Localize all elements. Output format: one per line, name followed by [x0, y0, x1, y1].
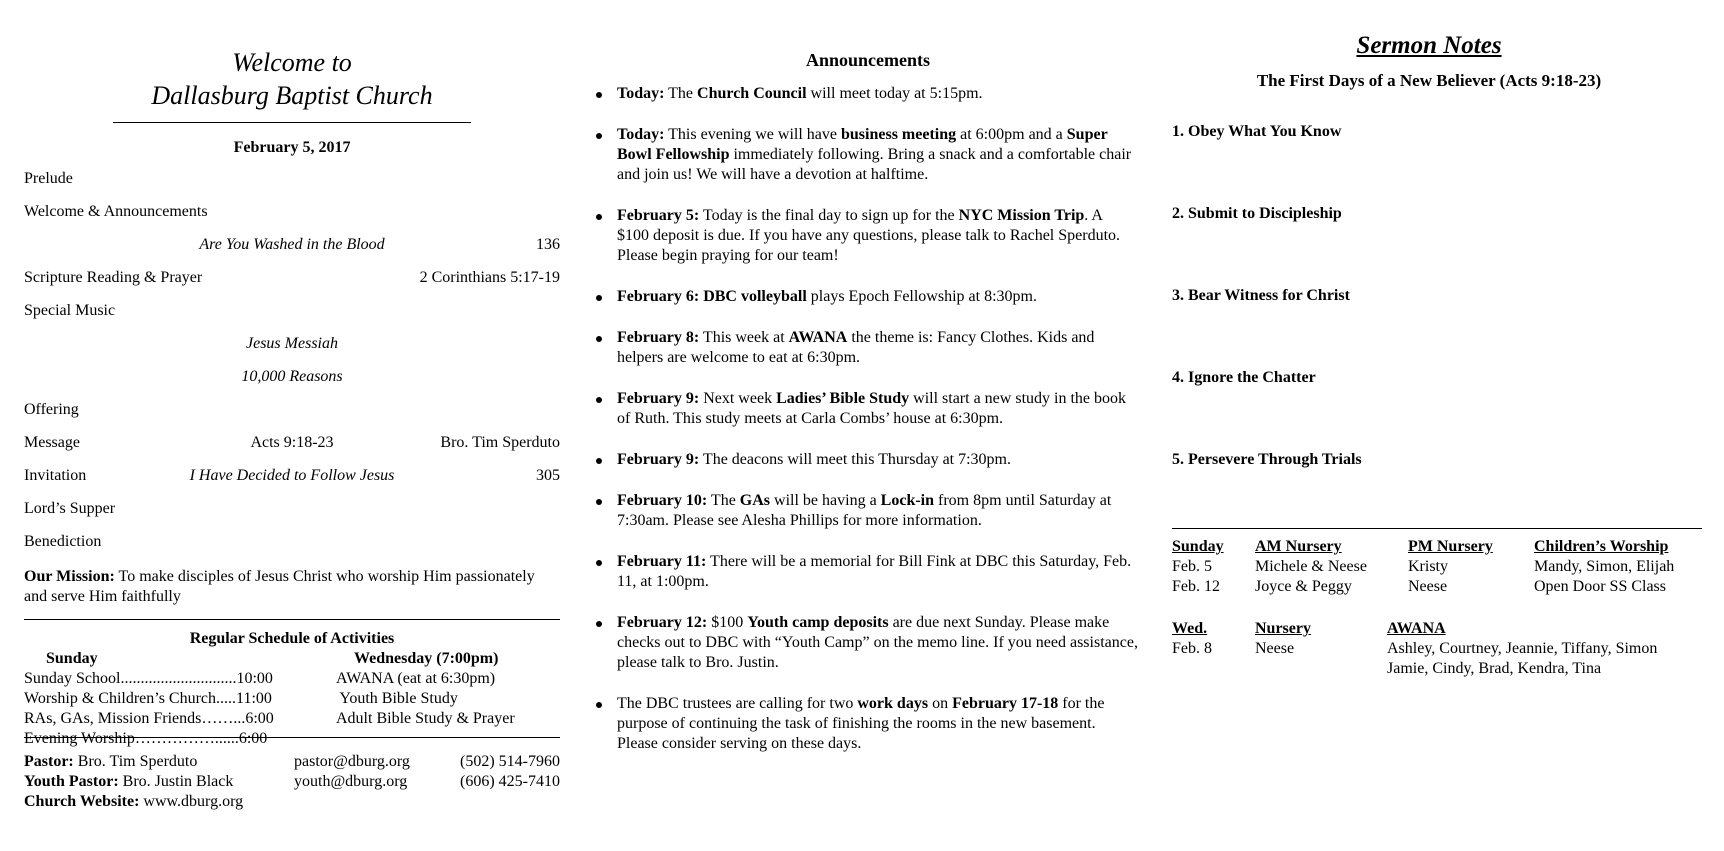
nursery-sunday-date-col [1172, 537, 1224, 597]
nursery-cell: Jamie, Cindy, Brad, Kendra, Tina [1387, 660, 1602, 677]
order-item [24, 263, 560, 296]
nursery-cell: Neese [1255, 640, 1295, 657]
mission-text: To make disciples of Jesus Christ who worship Him passionately and serve Him faithfully [24, 568, 535, 605]
bullet-icon [596, 295, 602, 301]
announcement-text: Lock-in [880, 492, 935, 509]
bullet-icon [596, 621, 602, 627]
schedule-item: Youth Bible Study [336, 690, 458, 707]
order-item-center: Jesus Messiah [246, 335, 338, 352]
sunday-header: Sunday [46, 650, 98, 667]
nursery-cell: Neese [1408, 578, 1448, 595]
nursery-wed-nursery-col [1255, 619, 1311, 659]
announcement-text: business meeting [841, 126, 957, 143]
announcement-item [590, 389, 1138, 429]
bullet-icon [596, 397, 602, 403]
order-of-worship [24, 164, 560, 560]
announcement-text: February 9: [617, 390, 700, 407]
announcement-text: Youth camp deposits [747, 614, 889, 631]
announcement-text: February 10: [617, 492, 708, 509]
divider [1172, 528, 1702, 529]
bullet-icon [596, 133, 602, 139]
order-item [24, 362, 560, 395]
nursery-header: Wed. [1172, 620, 1208, 637]
youth-pastor-label: Youth Pastor: [24, 773, 119, 790]
order-item-right: Bro. Tim Sperduto [440, 434, 560, 451]
divider [24, 619, 560, 620]
order-item [24, 164, 560, 197]
nursery-cell: Ashley, Courtney, Jeannie, Tiffany, Simon [1387, 640, 1658, 657]
announcement-text: The [664, 85, 698, 102]
announcement-text: This evening we will have [664, 126, 841, 143]
announcement-item [590, 552, 1138, 592]
announcement-item [590, 287, 1138, 307]
youth-pastor-email[interactable]: youth@dburg.org [294, 773, 408, 790]
announcement-text: The [707, 492, 740, 509]
bullet-icon [596, 214, 602, 220]
announcements-list [590, 84, 1138, 754]
bullet-icon [596, 702, 602, 708]
wednesday-header: Wednesday (7:00pm) [354, 650, 499, 667]
pastor-email[interactable]: pastor@dburg.org [294, 753, 410, 770]
order-item-right: 2 Corinthians 5:17-19 [419, 269, 560, 286]
contact-info [24, 752, 560, 812]
announcement-text: There will be a memorial for Bill Fink at DBC this Saturday, Feb. 11, at 1:00pm. [617, 553, 1132, 590]
nursery-header: PM Nursery [1408, 538, 1493, 555]
announcement-text: $100 [707, 614, 748, 631]
church-name: Dallasburg Baptist Church [151, 81, 433, 110]
order-item [24, 494, 560, 527]
sermon-point: 3. Bear Witness for Christ [1172, 287, 1350, 304]
pastor-name: Bro. Tim Sperduto [73, 753, 198, 770]
nursery-cell: Open Door SS Class [1534, 578, 1667, 595]
announcement-text: Next week [699, 390, 777, 407]
announcements-title: Announcements [805, 50, 930, 70]
sermon-points [1172, 122, 1702, 532]
order-item-left: Lord’s Supper [24, 500, 116, 517]
nursery-cell: Michele & Neese [1255, 558, 1367, 575]
order-item-left: Prelude [24, 170, 73, 187]
announcement-text: Super Bowl Fellowship [617, 126, 1108, 163]
nursery-pm-col [1408, 537, 1493, 597]
order-item-left: Welcome & Announcements [24, 203, 208, 220]
order-item-right: 305 [536, 467, 560, 484]
announcement-text: will start a new study in the book of Ruth. This study meets at Carla Combs’ house at 6:30pm. [617, 390, 1126, 427]
announcement-text: will be having a [770, 492, 881, 509]
order-item [24, 296, 560, 329]
nursery-cell: Feb. 5 [1172, 558, 1212, 575]
order-item-right: 136 [536, 236, 560, 253]
announcement-text: from 8pm until Saturday at 7:30am. Please see Alesha Phillips for more information. [617, 492, 1112, 529]
youth-pastor-name: Bro. Justin Black [118, 773, 234, 790]
contact-phones [460, 752, 560, 792]
announcement-text: February 9: [617, 451, 700, 468]
schedule-item: Worship & Children’s Church.....11:00 [24, 690, 272, 707]
order-item-center: Acts 9:18-23 [250, 434, 334, 451]
announcement-text: Today is the final day to sign up for the [699, 207, 959, 224]
order-item [24, 527, 560, 560]
order-item-left: Special Music [24, 302, 116, 319]
nursery-cell: Feb. 8 [1172, 640, 1212, 657]
announcement-text: The DBC trustees are calling for two [617, 695, 858, 712]
nursery-cell: Feb. 12 [1172, 578, 1220, 595]
announcement-item [590, 125, 1138, 185]
bulletin-date: February 5, 2017 [233, 139, 351, 156]
announcement-text: work days [857, 695, 929, 712]
nursery-cell: Kristy [1408, 558, 1448, 575]
announcement-text: Church Council [697, 85, 807, 102]
nursery-header: Children’s Worship [1534, 538, 1669, 555]
nursery-header: AM Nursery [1255, 538, 1342, 555]
announcement-text: on [928, 695, 953, 712]
youth-pastor-phone: (606) 425-7410 [460, 773, 560, 790]
announcement-text: February 17-18 [952, 695, 1059, 712]
announcement-text: at 6:00pm and a [956, 126, 1067, 143]
nursery-wed-date-col [1172, 619, 1212, 659]
announcement-text: . A $100 deposit is due. If you have any questions, please talk to Rachel Sperduto. Please begin praying for our team! [617, 207, 1121, 264]
order-item-left: Invitation [24, 467, 87, 484]
announcement-text: plays Epoch Fellowship at 8:30pm. [806, 288, 1037, 305]
schedule-of-activities [24, 649, 560, 747]
nursery-schedule [1172, 537, 1702, 687]
announcement-text: February 6: DBC volleyball [617, 288, 807, 305]
announcement-item [590, 694, 1138, 754]
announcement-text: Today: [617, 126, 665, 143]
announcement-text: the theme is: Fancy Clothes. Kids and helpers are welcome to eat at 6:30pm. [617, 329, 1095, 366]
order-item [24, 461, 560, 494]
schedule-title: Regular Schedule of Activities [189, 630, 395, 647]
nursery-header: AWANA [1387, 620, 1446, 637]
order-item [24, 329, 560, 362]
bullet-icon [596, 92, 602, 98]
announcement-text: February 12: [617, 614, 708, 631]
sermon-notes-column [1172, 30, 1702, 687]
mission-label: Our Mission: [24, 568, 115, 585]
divider [113, 122, 471, 123]
schedule-item: Evening Worship……………......6:00 [24, 730, 268, 747]
sermon-point: 5. Persevere Through Trials [1172, 451, 1362, 468]
nursery-wed-awana-col [1387, 619, 1657, 679]
order-item-center: Are You Washed in the Blood [199, 236, 385, 253]
announcement-text: This week at [699, 329, 789, 346]
announcement-item [590, 491, 1138, 531]
bullet-icon [596, 336, 602, 342]
welcome-heading [24, 46, 560, 112]
contact-emails [294, 752, 410, 792]
announcement-text: The deacons will meet this Thursday at 7:30pm. [699, 451, 1011, 468]
announcement-item [590, 84, 1138, 104]
bullet-icon [596, 458, 602, 464]
announcement-text: February 8: [617, 329, 700, 346]
nursery-cell: Mandy, Simon, Elijah [1534, 558, 1675, 575]
order-item [24, 230, 560, 263]
schedule-item: Sunday School.............................10:00 [24, 670, 273, 687]
announcement-text: are due next Sunday. Please make checks out to DBC with “Youth Camp” on the memo line. If you need assistance, please talk to Bro. Justin. [617, 614, 1138, 671]
sermon-subtitle: The First Days of a New Believer (Acts 9:18-23) [1256, 71, 1602, 90]
nursery-cell: Joyce & Peggy [1255, 578, 1352, 595]
sunday-schedule [24, 649, 324, 749]
announcement-text: GAs [739, 492, 771, 509]
welcome-line-1: Welcome to [232, 48, 352, 77]
announcement-item [590, 206, 1138, 266]
mission-statement [24, 567, 560, 607]
order-item-left: Benediction [24, 533, 102, 550]
announcement-text: AWANA [788, 329, 848, 346]
order-item-left: Message [24, 434, 80, 451]
website-link[interactable]: www.dburg.org [139, 793, 244, 810]
contact-names [24, 752, 243, 812]
announcement-text: February 5: [617, 207, 700, 224]
announcement-item [590, 328, 1138, 368]
announcement-text: NYC Mission Trip [958, 207, 1085, 224]
order-item-center: 10,000 Reasons [241, 368, 343, 385]
bulletin-order-column [24, 46, 560, 812]
pastor-phone: (502) 514-7960 [460, 753, 560, 770]
order-item-left: Scripture Reading & Prayer [24, 269, 203, 286]
announcement-text: will meet today at 5:15pm. [806, 85, 983, 102]
wednesday-schedule [336, 649, 576, 729]
sermon-notes-title: Sermon Notes [1356, 32, 1502, 59]
order-item [24, 395, 560, 428]
nursery-am-col [1255, 537, 1367, 597]
schedule-item: AWANA (eat at 6:30pm) [336, 670, 496, 687]
sermon-point: 4. Ignore the Chatter [1172, 369, 1316, 386]
sermon-point: 1. Obey What You Know [1172, 123, 1342, 140]
sermon-point: 2. Submit to Discipleship [1172, 205, 1342, 222]
nursery-header: Nursery [1255, 620, 1311, 637]
bullet-icon [596, 560, 602, 566]
announcements-column [590, 48, 1138, 775]
announcement-text: Today: [617, 85, 665, 102]
announcement-item [590, 613, 1138, 673]
announcement-text: February 11: [617, 553, 707, 570]
bullet-icon [596, 499, 602, 505]
order-item [24, 428, 560, 461]
order-item-center: I Have Decided to Follow Jesus [189, 467, 395, 484]
schedule-item: RAs, GAs, Mission Friends……...6:00 [24, 710, 274, 727]
announcement-item [590, 450, 1138, 470]
announcement-text: immediately following. Bring a snack and a comfortable chair and join us! We will have a devotion at halftime. [617, 146, 1132, 183]
announcement-text: Ladies’ Bible Study [776, 390, 910, 407]
order-item [24, 197, 560, 230]
nursery-header: Sunday [1172, 538, 1224, 555]
nursery-childrens-worship-col [1534, 537, 1674, 597]
schedule-item: Adult Bible Study & Prayer [336, 710, 515, 727]
pastor-label: Pastor: [24, 753, 74, 770]
order-item-left: Offering [24, 401, 79, 418]
website-label: Church Website: [24, 793, 140, 810]
announcement-text: for the purpose of continuing the task of finishing the rooms in the new basement. Please consider serving on these days. [617, 695, 1105, 752]
